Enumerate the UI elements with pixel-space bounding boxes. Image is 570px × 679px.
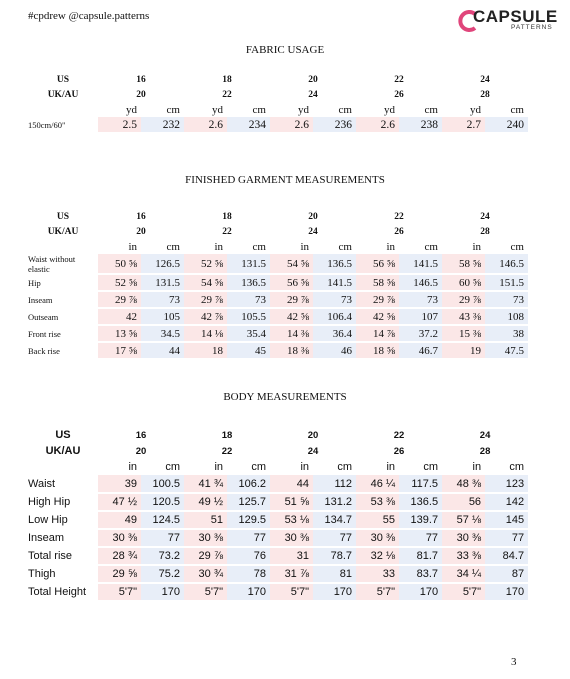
unit-header: cm xyxy=(510,103,524,116)
unit-header: yd xyxy=(212,103,223,116)
uk-size: 28 xyxy=(480,89,490,100)
value-cell: 38 xyxy=(485,325,528,342)
value-cell: 29 ⅞ xyxy=(270,291,313,308)
unit-header: yd xyxy=(298,103,309,116)
value-cell: 77 xyxy=(313,529,356,547)
value-cell: 5'7" xyxy=(98,583,141,601)
table-row xyxy=(28,325,528,342)
value-cell: 48 ⅜ xyxy=(442,475,485,493)
value-cell: 41 ¾ xyxy=(184,475,227,493)
value-cell: 136.5 xyxy=(227,274,270,291)
value-cell: 54 ⅝ xyxy=(184,274,227,291)
unit-header: in xyxy=(214,461,224,473)
uk-size: 26 xyxy=(393,445,405,457)
value-cell: 18 ⅜ xyxy=(270,342,313,359)
us-size: 24 xyxy=(480,211,490,222)
uk-size: 20 xyxy=(136,89,146,100)
uk-size: 22 xyxy=(222,89,232,100)
uk-size: 20 xyxy=(135,445,147,457)
unit-header: cm xyxy=(165,461,181,473)
value-cell: 15 ⅜ xyxy=(442,325,485,342)
row-label: Waist without elastic xyxy=(28,254,76,274)
row-label: Low Hip xyxy=(28,513,68,526)
value-cell: 34 ¼ xyxy=(442,565,485,583)
value-cell: 106.2 xyxy=(227,475,270,493)
uk-label: UK/AU xyxy=(47,226,79,237)
uk-size: 22 xyxy=(222,226,232,237)
unit-spacer xyxy=(28,102,98,117)
unit-header: cm xyxy=(338,103,352,116)
table-row xyxy=(28,475,528,493)
table-row xyxy=(28,117,528,133)
value-cell: 43 ⅜ xyxy=(442,308,485,325)
value-cell: 236 xyxy=(313,117,356,133)
value-cell: 29 ⅞ xyxy=(184,547,227,565)
value-cell: 107 xyxy=(399,308,442,325)
value-cell: 49 xyxy=(98,511,141,529)
unit-header: in xyxy=(472,240,481,253)
value-cell: 29 ⅞ xyxy=(184,291,227,308)
value-cell: 240 xyxy=(485,117,528,133)
table-row xyxy=(28,254,528,274)
table-row xyxy=(28,565,528,583)
us-size: 16 xyxy=(136,74,146,85)
us-label: US xyxy=(55,429,71,441)
hashtag-text: #cpdrew @capsule.patterns xyxy=(28,10,150,22)
value-cell: 45 xyxy=(227,342,270,359)
value-cell: 42 ⅞ xyxy=(184,308,227,325)
value-cell: 73 xyxy=(227,291,270,308)
row-label: Front rise xyxy=(28,328,61,339)
table-row xyxy=(28,547,528,565)
value-cell: 123 xyxy=(485,475,528,493)
value-cell: 29 ⅝ xyxy=(98,565,141,583)
logo-main-text: CAPSULE xyxy=(473,7,558,26)
value-cell: 170 xyxy=(313,583,356,601)
table-row xyxy=(28,274,528,291)
row-label: Outseam xyxy=(28,311,59,322)
unit-header: cm xyxy=(424,103,438,116)
value-cell: 232 xyxy=(141,117,184,133)
value-cell: 170 xyxy=(399,583,442,601)
value-cell: 51 xyxy=(184,511,227,529)
value-cell: 55 xyxy=(356,511,399,529)
value-cell: 125.7 xyxy=(227,493,270,511)
value-cell: 2.6 xyxy=(184,117,227,133)
value-cell: 58 ⅝ xyxy=(442,254,485,274)
value-cell: 60 ⅝ xyxy=(442,274,485,291)
value-cell: 29 ⅞ xyxy=(356,291,399,308)
fabric-usage-title: FABRIC USAGE xyxy=(245,44,325,56)
us-size: 22 xyxy=(394,74,404,85)
value-cell: 5'7" xyxy=(356,583,399,601)
value-cell: 139.7 xyxy=(399,511,442,529)
value-cell: 33 ⅜ xyxy=(442,547,485,565)
value-cell: 117.5 xyxy=(399,475,442,493)
row-label: Inseam xyxy=(28,531,65,544)
uk-size: 26 xyxy=(394,89,404,100)
unit-header: in xyxy=(214,240,223,253)
value-cell: 58 ⅝ xyxy=(356,274,399,291)
value-cell: 77 xyxy=(141,529,184,547)
value-cell: 49 ½ xyxy=(184,493,227,511)
value-cell: 81 xyxy=(313,565,356,583)
value-cell: 46.7 xyxy=(399,342,442,359)
value-cell: 18 xyxy=(184,342,227,359)
value-cell: 31 xyxy=(270,547,313,565)
value-cell: 29 ⅞ xyxy=(442,291,485,308)
unit-header: cm xyxy=(423,461,439,473)
value-cell: 73 xyxy=(485,291,528,308)
value-cell: 52 ⅝ xyxy=(98,274,141,291)
unit-header: in xyxy=(128,240,137,253)
value-cell: 170 xyxy=(227,583,270,601)
value-cell: 105.5 xyxy=(227,308,270,325)
table-row xyxy=(28,493,528,511)
value-cell: 77 xyxy=(485,529,528,547)
value-cell: 30 ⅜ xyxy=(270,529,313,547)
value-cell: 54 ⅝ xyxy=(270,254,313,274)
value-cell: 112 xyxy=(313,475,356,493)
unit-header: cm xyxy=(166,103,180,116)
value-cell: 141.5 xyxy=(313,274,356,291)
value-cell: 81.7 xyxy=(399,547,442,565)
value-cell: 2.6 xyxy=(270,117,313,133)
table-row xyxy=(28,529,528,547)
value-cell: 2.7 xyxy=(442,117,485,133)
value-cell: 75.2 xyxy=(141,565,184,583)
body-measurements-table xyxy=(28,427,528,602)
value-cell: 57 ⅛ xyxy=(442,511,485,529)
value-cell: 120.5 xyxy=(141,493,184,511)
value-cell: 46 xyxy=(313,342,356,359)
value-cell: 56 xyxy=(442,493,485,511)
value-cell: 105 xyxy=(141,308,184,325)
unit-header: in xyxy=(300,461,310,473)
uk-size: 22 xyxy=(221,445,233,457)
value-cell: 35.4 xyxy=(227,325,270,342)
value-cell: 151.5 xyxy=(485,274,528,291)
value-cell: 47.5 xyxy=(485,342,528,359)
value-cell: 131.5 xyxy=(141,274,184,291)
unit-header: yd xyxy=(470,103,481,116)
unit-header: yd xyxy=(384,103,395,116)
unit-spacer xyxy=(28,239,98,254)
value-cell: 5'7" xyxy=(184,583,227,601)
value-cell: 34.5 xyxy=(141,325,184,342)
us-size: 16 xyxy=(136,211,146,222)
value-cell: 108 xyxy=(485,308,528,325)
value-cell: 131.2 xyxy=(313,493,356,511)
value-cell: 129.5 xyxy=(227,511,270,529)
unit-header: cm xyxy=(424,240,438,253)
value-cell: 2.5 xyxy=(98,117,141,133)
unit-header: cm xyxy=(251,461,267,473)
value-cell: 30 ⅜ xyxy=(98,529,141,547)
row-label: 150cm/60" xyxy=(28,120,66,130)
value-cell: 145 xyxy=(485,511,528,529)
value-cell: 46 ¼ xyxy=(356,475,399,493)
row-label: High Hip xyxy=(28,495,71,508)
value-cell: 30 ⅜ xyxy=(184,529,227,547)
uk-label: UK/AU xyxy=(47,89,79,100)
value-cell: 73 xyxy=(313,291,356,308)
value-cell: 5'7" xyxy=(442,583,485,601)
value-cell: 19 xyxy=(442,342,485,359)
unit-header: in xyxy=(386,240,395,253)
value-cell: 29 ⅞ xyxy=(98,291,141,308)
row-label: Total rise xyxy=(28,549,73,562)
us-size: 16 xyxy=(135,429,147,441)
unit-spacer xyxy=(28,459,98,475)
uk-size: 20 xyxy=(136,226,146,237)
value-cell: 141.5 xyxy=(399,254,442,274)
unit-header: in xyxy=(472,461,482,473)
value-cell: 131.5 xyxy=(227,254,270,274)
unit-header: cm xyxy=(337,461,353,473)
table-row xyxy=(28,291,528,308)
uk-label: UK/AU xyxy=(45,445,81,457)
unit-header: in xyxy=(386,461,396,473)
finished-measurements-table xyxy=(28,209,528,360)
value-cell: 124.5 xyxy=(141,511,184,529)
value-cell: 39 xyxy=(98,475,141,493)
us-size: 20 xyxy=(307,429,319,441)
us-size: 20 xyxy=(308,211,318,222)
value-cell: 30 ⅜ xyxy=(356,529,399,547)
page-number: 3 xyxy=(511,656,517,668)
uk-size: 28 xyxy=(479,445,491,457)
uk-size: 26 xyxy=(394,226,404,237)
value-cell: 76 xyxy=(227,547,270,565)
value-cell: 32 ⅛ xyxy=(356,547,399,565)
value-cell: 83.7 xyxy=(399,565,442,583)
us-size: 18 xyxy=(222,74,232,85)
value-cell: 2.6 xyxy=(356,117,399,133)
capsule-logo xyxy=(455,7,558,33)
value-cell: 78 xyxy=(227,565,270,583)
value-cell: 42 ⅝ xyxy=(356,308,399,325)
table-row xyxy=(28,583,528,601)
uk-size: 24 xyxy=(308,226,318,237)
us-size: 24 xyxy=(480,74,490,85)
value-cell: 77 xyxy=(399,529,442,547)
unit-header: cm xyxy=(509,461,525,473)
unit-header: yd xyxy=(126,103,137,116)
row-label: Thigh xyxy=(28,567,56,580)
us-label: US xyxy=(56,74,70,85)
value-cell: 106.4 xyxy=(313,308,356,325)
unit-header: cm xyxy=(252,103,266,116)
value-cell: 84.7 xyxy=(485,547,528,565)
value-cell: 136.5 xyxy=(399,493,442,511)
value-cell: 14 ⅞ xyxy=(356,325,399,342)
value-cell: 73.2 xyxy=(141,547,184,565)
value-cell: 31 ⅞ xyxy=(270,565,313,583)
value-cell: 30 ⅜ xyxy=(442,529,485,547)
row-label: Inseam xyxy=(28,294,53,305)
value-cell: 18 ⅝ xyxy=(356,342,399,359)
value-cell: 14 ⅛ xyxy=(184,325,227,342)
value-cell: 77 xyxy=(227,529,270,547)
value-cell: 37.2 xyxy=(399,325,442,342)
table-row xyxy=(28,342,528,359)
table-row xyxy=(28,511,528,529)
value-cell: 53 ⅜ xyxy=(356,493,399,511)
value-cell: 56 ⅝ xyxy=(356,254,399,274)
us-size: 22 xyxy=(393,429,405,441)
value-cell: 28 ¾ xyxy=(98,547,141,565)
value-cell: 78.7 xyxy=(313,547,356,565)
value-cell: 5'7" xyxy=(270,583,313,601)
value-cell: 53 ⅛ xyxy=(270,511,313,529)
value-cell: 87 xyxy=(485,565,528,583)
value-cell: 44 xyxy=(141,342,184,359)
row-label: Back rise xyxy=(28,345,60,356)
uk-size: 24 xyxy=(308,89,318,100)
uk-size: 24 xyxy=(307,445,319,457)
value-cell: 51 ⅝ xyxy=(270,493,313,511)
unit-header: cm xyxy=(510,240,524,253)
value-cell: 100.5 xyxy=(141,475,184,493)
value-cell: 238 xyxy=(399,117,442,133)
fabric-usage-table xyxy=(28,72,528,134)
us-size: 20 xyxy=(308,74,318,85)
value-cell: 36.4 xyxy=(313,325,356,342)
value-cell: 146.5 xyxy=(399,274,442,291)
value-cell: 142 xyxy=(485,493,528,511)
value-cell: 126.5 xyxy=(141,254,184,274)
us-label: US xyxy=(56,211,70,222)
unit-header: cm xyxy=(338,240,352,253)
us-size: 24 xyxy=(479,429,491,441)
value-cell: 134.7 xyxy=(313,511,356,529)
value-cell: 13 ⅝ xyxy=(98,325,141,342)
value-cell: 136.5 xyxy=(313,254,356,274)
value-cell: 42 xyxy=(98,308,141,325)
unit-header: in xyxy=(300,240,309,253)
unit-header: cm xyxy=(252,240,266,253)
value-cell: 14 ⅜ xyxy=(270,325,313,342)
value-cell: 234 xyxy=(227,117,270,133)
row-label: Waist xyxy=(28,477,56,490)
value-cell: 52 ⅝ xyxy=(184,254,227,274)
value-cell: 56 ⅝ xyxy=(270,274,313,291)
value-cell: 170 xyxy=(485,583,528,601)
us-size: 18 xyxy=(222,211,232,222)
row-label: Hip xyxy=(28,277,41,288)
body-measurements-title: BODY MEASUREMENTS xyxy=(223,391,347,403)
value-cell: 73 xyxy=(141,291,184,308)
unit-header: cm xyxy=(166,240,180,253)
value-cell: 42 ⅝ xyxy=(270,308,313,325)
row-label: Total Height xyxy=(28,585,87,598)
us-size: 22 xyxy=(394,211,404,222)
value-cell: 30 ¾ xyxy=(184,565,227,583)
value-cell: 73 xyxy=(399,291,442,308)
finished-measurements-title: FINISHED GARMENT MEASUREMENTS xyxy=(185,174,385,186)
us-size: 18 xyxy=(221,429,233,441)
unit-header: in xyxy=(128,461,137,473)
value-cell: 17 ⅝ xyxy=(98,342,141,359)
value-cell: 146.5 xyxy=(485,254,528,274)
value-cell: 33 xyxy=(356,565,399,583)
table-row xyxy=(28,308,528,325)
uk-size: 28 xyxy=(480,226,490,237)
value-cell: 47 ½ xyxy=(98,493,141,511)
logo-sub-text: PATTERNS xyxy=(511,24,553,31)
value-cell: 50 ⅝ xyxy=(98,254,141,274)
value-cell: 44 xyxy=(270,475,313,493)
value-cell: 170 xyxy=(141,583,184,601)
